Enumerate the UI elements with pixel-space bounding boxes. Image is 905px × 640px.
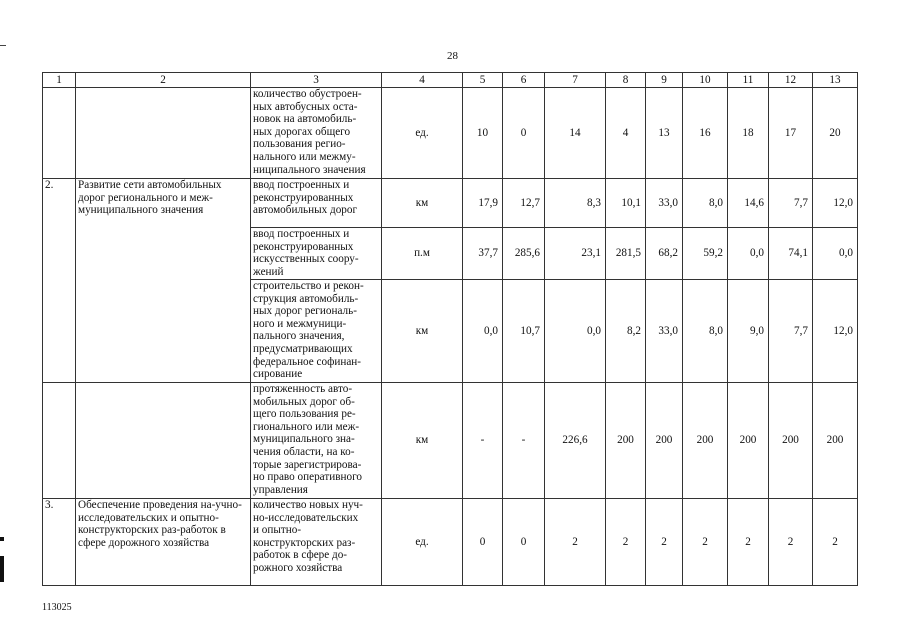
column-number-row [43,73,858,88]
indicator-line: мобильных дорог об- [253,395,355,408]
unit-cell: км [382,179,463,228]
value-cell: 2 [813,499,858,586]
value-cell: 68,2 [646,228,683,280]
value-cell: 59,2 [683,228,728,280]
column-number: 13 [813,73,858,88]
value-cell: 8,0 [683,280,728,383]
indicator-line: пального значения, [253,330,345,343]
value-cell: 20 [813,88,858,179]
column-number: 12 [769,73,813,88]
indicator-line: автомобильных дорог [253,204,358,217]
indicator-line: реконструированных [253,191,354,204]
indicator-line: искусственных соору- [253,253,359,266]
indicator-line: ных дорогах общего [253,125,351,138]
indicator-line: строительство и рекон- [253,280,364,292]
scan-edge-mark [0,556,4,582]
value-cell: 12,7 [503,179,545,228]
value-cell: 200 [683,383,728,499]
value-cell: 37,7 [463,228,503,280]
value-cell: 0 [503,88,545,179]
indicator-line: нального или межму- [253,150,356,163]
value-cell: 10 [463,88,503,179]
value-cell: - [503,383,545,499]
indicator-name [251,383,382,499]
value-cell: 0,0 [813,228,858,280]
value-cell: 200 [606,383,646,499]
indicator-line: предусматривающих [253,342,353,355]
indicator-line: ных автобусных оста- [253,100,358,113]
column-number: 11 [728,73,769,88]
indicator-line: количество новых нуч- [253,499,363,511]
value-cell: 2 [606,499,646,586]
column-number: 5 [463,73,503,88]
value-cell: 8,0 [683,179,728,228]
indicator-name [251,179,382,228]
value-cell: - [463,383,503,499]
indicators-table [42,72,858,586]
indicator-name [251,228,382,280]
scan-edge-mark [0,537,4,541]
indicator-line: новок на автомобиль- [253,113,357,126]
indicator-line: гионального или меж- [253,420,360,433]
indicator-line: щего пользования ре- [253,408,356,421]
value-cell: 12,0 [813,179,858,228]
indicator-line: количество обустроен- [253,88,362,100]
value-cell: 8,2 [606,280,646,383]
indicator-line: но-исследовательских [253,511,359,524]
value-cell: 281,5 [606,228,646,280]
measure-name [76,383,251,499]
indicator-line: ных дорог региональ- [253,305,357,318]
measure-name: Обеспечение проведения на-учно-исследовательских и опытно-конструкторских раз-работок в сфере дорожного хозяйства [76,499,251,586]
margin-tick [0,45,6,46]
value-cell: 23,1 [545,228,606,280]
item-number: 2. [43,179,76,383]
indicator-name [251,88,382,179]
indicator-line: и опытно- [253,524,302,537]
indicator-name [251,280,382,383]
value-cell: 0 [463,499,503,586]
indicator-line: струкция автомобиль- [253,292,359,305]
value-cell: 8,3 [545,179,606,228]
indicator-name [251,499,382,586]
table-row [43,179,858,228]
value-cell: 13 [646,88,683,179]
value-cell: 0,0 [463,280,503,383]
value-cell: 74,1 [769,228,813,280]
value-cell: 33,0 [646,179,683,228]
unit-cell: п.м [382,228,463,280]
column-number: 3 [251,73,382,88]
indicator-line: но право оперативного [253,471,362,484]
column-number: 4 [382,73,463,88]
measure-name: Развитие сети автомобильных дорог регионального и меж-муниципального значения [76,179,251,383]
column-number: 10 [683,73,728,88]
table-row [43,499,858,586]
indicator-line: реконструированных [253,240,354,253]
value-cell: 14 [545,88,606,179]
value-cell: 200 [728,383,769,499]
value-cell: 17,9 [463,179,503,228]
value-cell: 12,0 [813,280,858,383]
unit-cell: ед. [382,499,463,586]
value-cell: 0,0 [728,228,769,280]
item-number [43,383,76,499]
unit-cell: ед. [382,88,463,179]
column-number: 2 [76,73,251,88]
indicator-line: работок в сфере до- [253,549,348,562]
value-cell: 2 [683,499,728,586]
unit-cell: км [382,383,463,499]
value-cell: 2 [545,499,606,586]
indicator-line: пользования регио- [253,138,346,151]
value-cell: 200 [813,383,858,499]
value-cell: 2 [646,499,683,586]
indicator-line: ного и межмуници- [253,317,347,330]
value-cell: 2 [728,499,769,586]
page-number: 28 [447,50,458,62]
indicator-line: рожного хозяйства [253,561,343,574]
column-number: 7 [545,73,606,88]
indicator-line: ввод построенных и [253,228,350,240]
value-cell: 200 [646,383,683,499]
value-cell: 200 [769,383,813,499]
value-cell: 18 [728,88,769,179]
item-number: 3. [43,499,76,586]
indicator-line: жений [253,265,284,278]
value-cell: 0 [503,499,545,586]
document-code: 113025 [42,602,72,613]
value-cell: 226,6 [545,383,606,499]
indicator-line: чения области, на ко- [253,445,355,458]
value-cell: 10,1 [606,179,646,228]
value-cell: 16 [683,88,728,179]
value-cell: 285,6 [503,228,545,280]
indicator-line: ввод построенных и [253,179,350,191]
indicator-line: протяженность авто- [253,383,353,395]
column-number: 8 [606,73,646,88]
value-cell: 14,6 [728,179,769,228]
value-cell: 10,7 [503,280,545,383]
column-number: 9 [646,73,683,88]
measure-name [76,88,251,179]
indicator-line: ниципального значения [253,163,366,176]
value-cell: 17 [769,88,813,179]
value-cell: 7,7 [769,280,813,383]
indicator-line: сирование [253,368,303,381]
value-cell: 4 [606,88,646,179]
item-number [43,88,76,179]
indicator-line: торые зарегистрирова- [253,458,362,471]
value-cell: 0,0 [545,280,606,383]
value-cell: 33,0 [646,280,683,383]
indicator-line: муниципального зна- [253,433,355,446]
indicator-line: федеральное софинан- [253,355,362,368]
value-cell: 7,7 [769,179,813,228]
indicator-line: управления [253,483,308,496]
indicator-line: конструкторских раз- [253,536,356,549]
table-row [43,383,858,499]
column-number: 1 [43,73,76,88]
table-row [43,88,858,179]
column-number: 6 [503,73,545,88]
value-cell: 2 [769,499,813,586]
unit-cell: км [382,280,463,383]
value-cell: 9,0 [728,280,769,383]
